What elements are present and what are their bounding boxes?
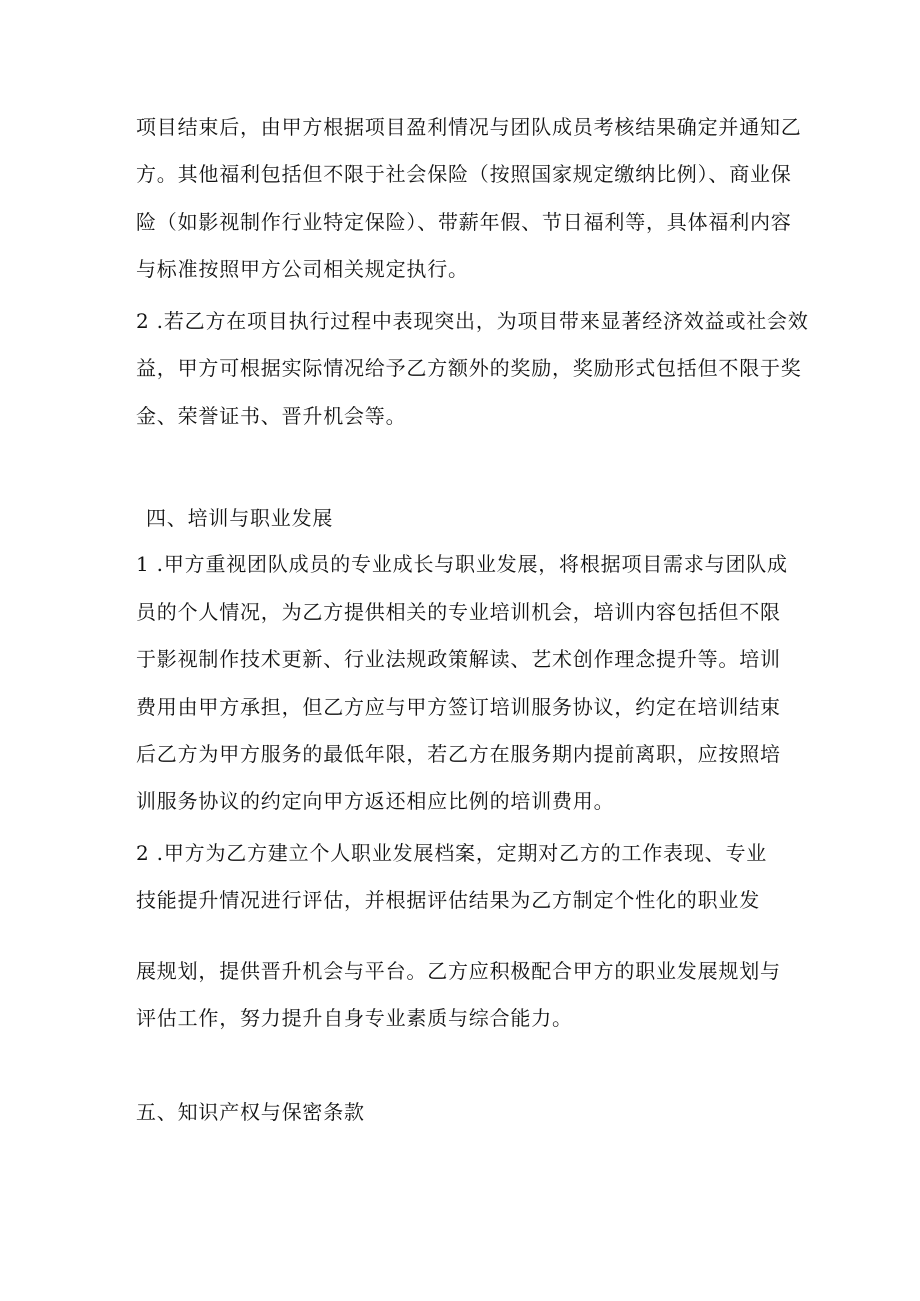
paragraph-line: 益，甲方可根据实际情况给予乙方额外的奖励，奖励形式包括但不限于奖 bbox=[136, 356, 802, 380]
clause-item: 1 .甲方重视团队成员的专业成长与职业发展，将根据项目需求与团队成 bbox=[136, 552, 788, 576]
paragraph-line: 评估工作，努力提升自身专业素质与综合能力。 bbox=[136, 1006, 573, 1030]
paragraph-line: 项目结束后，由甲方根据项目盈利情况与团队成员考核结果确定并通知乙 bbox=[136, 115, 802, 139]
paragraph-line: 险（如影视制作行业特定保险）、带薪年假、节日福利等，具体福利内容 bbox=[136, 210, 792, 234]
paragraph-line: 金、荣誉证书、晋升机会等。 bbox=[136, 404, 407, 428]
paragraph-line: 方。其他福利包括但不限于社会保险（按照国家规定缴纳比例）、商业保 bbox=[136, 162, 792, 186]
paragraph-line: 与标准按照甲方公司相关规定执行。 bbox=[136, 257, 469, 281]
paragraph-line: 于影视制作技术更新、行业法规政策解读、艺术创作理念提升等。培训 bbox=[136, 647, 781, 671]
paragraph-line: 训服务协议的约定向甲方返还相应比例的培训费用。 bbox=[136, 789, 615, 813]
paragraph-line: 费用由甲方承担，但乙方应与甲方签订培训服务协议，约定在培训结束 bbox=[136, 695, 781, 719]
section-heading: 五、知识产权与保密条款 bbox=[136, 1100, 365, 1124]
paragraph-line: 后乙方为甲方服务的最低年限，若乙方在服务期内提前离职，应按照培 bbox=[136, 742, 781, 766]
paragraph-line: 员的个人情况，为乙方提供相关的专业培训机会，培训内容包括但不限 bbox=[136, 600, 781, 624]
clause-item: 2 .甲方为乙方建立个人职业发展档案，定期对乙方的工作表现、专业 bbox=[136, 841, 768, 865]
paragraph-line: 技能提升情况进行评估，并根据评估结果为乙方制定个性化的职业发 bbox=[136, 888, 760, 912]
paragraph-line: 展规划，提供晋升机会与平台。乙方应积极配合甲方的职业发展规划与 bbox=[136, 959, 781, 983]
clause-item: 2 .若乙方在项目执行过程中表现突出，为项目带来显著经济效益或社会效 bbox=[136, 309, 809, 333]
section-heading: 四、培训与职业发展 bbox=[146, 506, 334, 530]
